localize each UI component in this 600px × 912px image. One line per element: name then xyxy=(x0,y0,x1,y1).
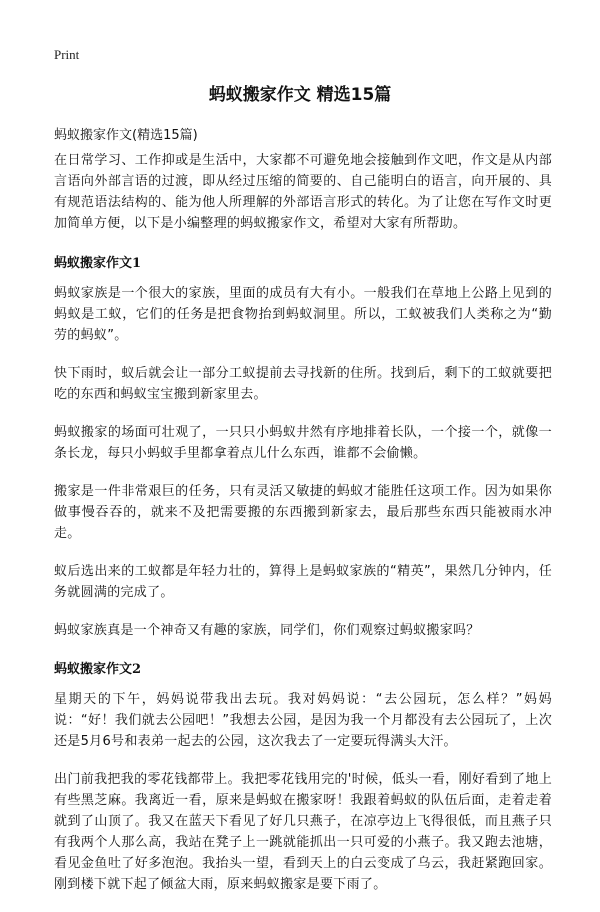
paragraph: 快下雨时，蚁后就会让一部分工蚁提前去寻找新的住所。找到后，剩下的工蚁就要把吃的东西和蚂蚁宝宝搬到新家里去。 xyxy=(54,366,552,402)
paragraph: 星期天的下午，妈妈说带我出去玩。我对妈妈说：“去公园玩，怎么样？”妈妈说：“好！我们就去公园吧！”我想去公园，是因为我一个月都没有去公园玩了，上次还是5月6号和表弟一起去的公园，这次我去了一定要玩得满头大汗。 xyxy=(54,692,552,749)
paragraph: 蚂蚁家族是一个很大的家族，里面的成员有大有小。一般我们在草地上公路上见到的蚂蚁是工蚁，它们的任务是把食物抬到蚂蚁洞里。所以，工蚁被我们人类称之为“勤劳的蚂蚁”。 xyxy=(54,286,552,343)
page-title: 蚂蚁搬家作文 精选15篇 xyxy=(208,85,392,105)
section-heading: 蚂蚁搬家作文1 xyxy=(54,256,142,271)
paragraph: 蚂蚁家族真是一个神奇又有趣的家族，同学们，你们观察过蚂蚁搬家吗？ xyxy=(54,623,480,638)
page-subtitle: 蚂蚁搬家作文(精选15篇) xyxy=(54,128,198,143)
paragraph: 搬家是一件非常艰巨的任务，只有灵活又敏捷的蚂蚁才能胜任这项工作。因为如果你做事慢吞吞的，就来不及把需要搬的东西搬到新家去，最后那些东西只能被雨水冲走。 xyxy=(54,484,552,541)
paragraph: 蚂蚁搬家的场面可壮观了，一只只小蚂蚁井然有序地排着长队，一个接一个，就像一条长龙，每只小蚂蚁手里都拿着点儿什么东西，谁都不会偷懒。 xyxy=(54,425,552,461)
article-body xyxy=(54,150,552,912)
section-heading: 蚂蚁搬家作文2 xyxy=(54,662,142,677)
intro-paragraph: 在日常学习、工作抑或是生活中，大家都不可避免地会接触到作文吧，作文是从内部言语向外部言语的过渡，即从经过压缩的简要的、自己能明白的语言，向开展的、具有规范语法结构的、能为他人所理解的外部语言形式的转化。为了让您在写作文时更加简单方便，以下是小编整理的蚂蚁搬家作文，希望对大家有所帮助。 xyxy=(54,153,552,231)
paragraph: 蚁后选出来的工蚁都是年轻力壮的，算得上是蚂蚁家族的“精英”，果然几分钟内，任务就圆满的完成了。 xyxy=(54,564,552,600)
paragraph: 出门前我把我的零花钱都带上。我把零花钱用完的'时候，低头一看，刚好看到了地上有些黑芝麻。我离近一看，原来是蚂蚁在搬家呀！我跟着蚂蚁的队伍后面，走着走着就到了山顶了。我又在蓝天下看见了好几只燕子，在凉亭边上飞得很低，而且燕子只有我两个人那么高，我站在凳子上一跳就能抓出一只可爱的小燕子。我又跑去池塘，看见金鱼吐了好多泡泡。我抬头一望，看到天上的白云变成了乌云，我赶紧跑回家。刚到楼下就下起了倾盆大雨，原来蚂蚁搬家是要下雨了。 xyxy=(54,772,552,892)
print-link[interactable]: Print xyxy=(54,47,80,62)
